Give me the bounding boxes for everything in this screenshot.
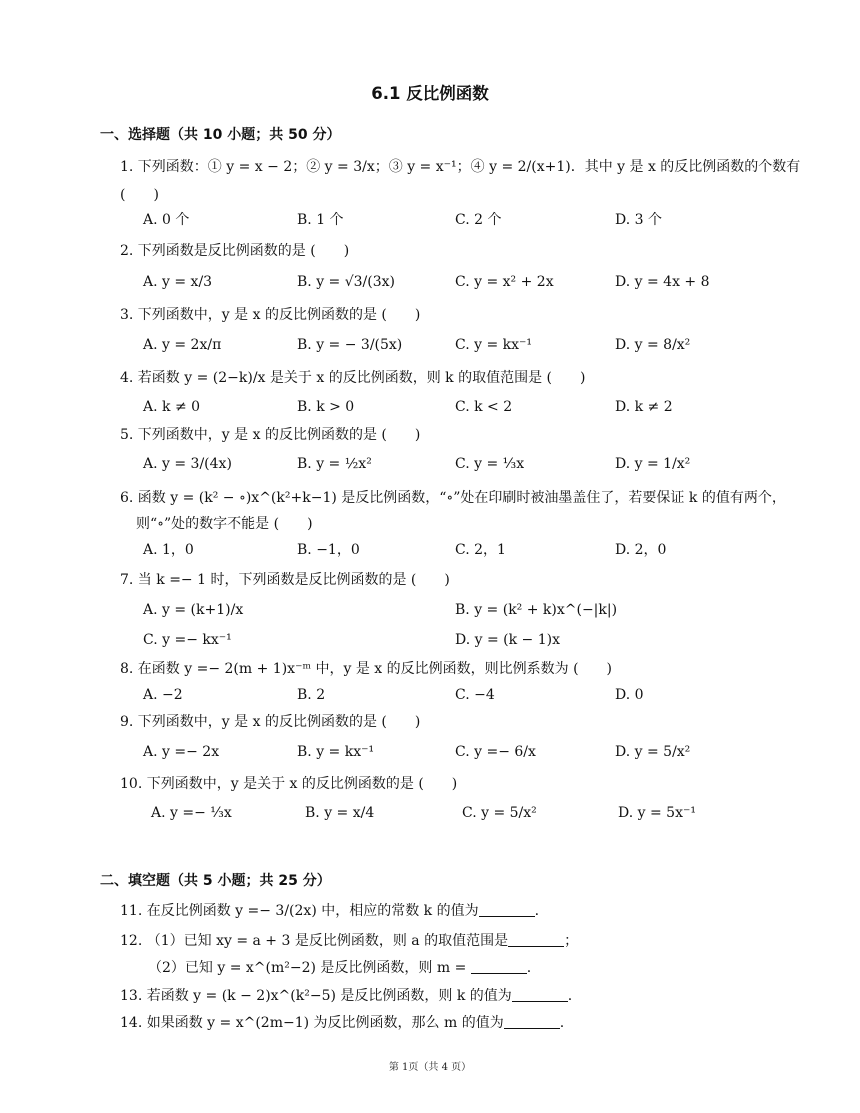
question-1-stem: 1. 下列函数：① y = x − 2；② y = 3/x；③ y = x⁻¹；④ y = 2/(x+1)．其中 y 是 x 的反比例函数的个数有: [120, 159, 801, 175]
fill-question-12-2-end: .: [526, 960, 532, 976]
section-heading-choice: 一、选择题（共 10 小题；共 50 分）: [100, 127, 341, 143]
question-5-stem: 5. 下列函数中，y 是 x 的反比例函数的是 ( ): [120, 427, 421, 443]
question-7-stem: 7. 当 k =− 1 时，下列函数是反比例函数的是 ( ): [120, 572, 450, 588]
fill-question-12-1: [120, 930, 578, 952]
question-6-option-c: C. 2，1: [455, 542, 506, 558]
question-5-option-b: B. y = ½x²: [297, 456, 372, 472]
question-10-option-b: B. y = x/4: [305, 805, 375, 821]
question-4-option-d: D. k ≠ 2: [615, 399, 673, 415]
question-7-option-a: A. y = (k+1)/x: [143, 602, 244, 618]
question-7-option-b: B. y = (k² + k)x^(−|k|): [455, 602, 618, 618]
question-8-option-b: B. 2: [297, 687, 326, 703]
fill-question-11: [120, 900, 539, 922]
fill-question-14-end: .: [559, 1015, 565, 1031]
page-footer: 第 1页（共 4 页）: [388, 1062, 472, 1073]
question-1-option-a: A. 0 个: [143, 212, 190, 228]
question-8-option-d: D. 0: [615, 687, 644, 703]
question-2-stem: 2. 下列函数是反比例函数的是 ( ): [120, 243, 350, 259]
question-7-option-c: C. y =− kx⁻¹: [143, 632, 232, 648]
question-6-stem: 6. 函数 y = (k² − ∘)x^(k²+k−1) 是反比例函数，“∘”处在印刷时被油墨盖住了，若要保证 k 的值有两个，: [120, 490, 786, 506]
fill-question-12-1-text: 12. （1）已知 xy = a + 3 是反比例函数，则 a 的取值范围是: [120, 933, 509, 949]
question-9-option-b: B. y = kx⁻¹: [297, 744, 375, 760]
question-8-option-a: A. −2: [143, 687, 183, 703]
question-3-option-a: A. y = 2x/π: [143, 337, 222, 353]
question-6-option-b: B. −1，0: [297, 542, 360, 558]
question-10-option-c: C. y = 5/x²: [462, 805, 537, 821]
question-4-option-b: B. k > 0: [297, 399, 355, 415]
question-3-option-b: B. y = − 3/(5x): [297, 337, 403, 353]
answer-blank: [508, 932, 564, 947]
section-heading-fill: 二、填空题（共 5 小题；共 25 分）: [100, 873, 331, 889]
question-10-option-d: D. y = 5x⁻¹: [618, 805, 696, 821]
question-9-option-a: A. y =− 2x: [143, 744, 220, 760]
fill-question-13-end: .: [567, 988, 573, 1004]
question-6-option-d: D. 2，0: [615, 542, 667, 558]
question-5-option-d: D. y = 1/x²: [615, 456, 691, 472]
question-6-option-a: A. 1，0: [143, 542, 194, 558]
answer-blank: [512, 987, 568, 1002]
fill-question-11-text: 11. 在反比例函数 y =− 3/(2x) 中，相应的常数 k 的值为: [120, 903, 479, 919]
question-1-option-c: C. 2 个: [455, 212, 502, 228]
question-10-option-a: A. y =− ⅓x: [151, 805, 232, 821]
fill-question-12-1-end: ；: [564, 933, 579, 949]
question-4-option-c: C. k < 2: [455, 399, 513, 415]
question-5-option-a: A. y = 3/(4x): [143, 456, 232, 472]
question-2-option-d: D. y = 4x + 8: [615, 274, 710, 290]
question-7-option-d: D. y = (k − 1)x: [455, 632, 561, 648]
question-9-stem: 9. 下列函数中，y 是 x 的反比例函数的是 ( ): [120, 714, 421, 730]
fill-question-12-2-text: （2）已知 y = x^(m²−2) 是反比例函数，则 m =: [148, 960, 467, 976]
answer-blank: [479, 902, 535, 917]
question-2-option-c: C. y = x² + 2x: [455, 274, 554, 290]
answer-blank: [471, 959, 527, 974]
question-9-option-c: C. y =− 6/x: [455, 744, 536, 760]
fill-question-13: [120, 985, 572, 1007]
question-2-option-a: A. y = x/3: [143, 274, 213, 290]
question-8-stem: 8. 在函数 y =− 2(m + 1)x⁻ᵐ 中，y 是 x 的反比例函数，则比例系数为 ( ): [120, 661, 613, 677]
page-title: 6.1 反比例函数: [371, 84, 489, 103]
question-1-stem-cont: ( ): [120, 187, 159, 203]
question-3-option-d: D. y = 8/x²: [615, 337, 691, 353]
fill-question-14: [120, 1012, 564, 1034]
question-4-stem: 4. 若函数 y = (2−k)/x 是关于 x 的反比例函数，则 k 的取值范围是 ( ): [120, 370, 586, 386]
question-3-stem: 3. 下列函数中，y 是 x 的反比例函数的是 ( ): [120, 307, 421, 323]
question-10-stem: 10. 下列函数中，y 是关于 x 的反比例函数的是 ( ): [120, 776, 458, 792]
fill-question-14-text: 14. 如果函数 y = x^(2m−1) 为反比例函数，那么 m 的值为: [120, 1015, 504, 1031]
question-3-option-c: C. y = kx⁻¹: [455, 337, 533, 353]
question-6-stem-cont: 则“∘”处的数字不能是 ( ): [136, 516, 313, 532]
question-9-option-d: D. y = 5/x²: [615, 744, 691, 760]
question-8-option-c: C. −4: [455, 687, 495, 703]
answer-blank: [504, 1014, 560, 1029]
question-5-option-c: C. y = ⅓x: [455, 456, 525, 472]
question-1-option-d: D. 3 个: [615, 212, 662, 228]
fill-question-13-text: 13. 若函数 y = (k − 2)x^(k²−5) 是反比例函数，则 k 的值为: [120, 988, 512, 1004]
question-4-option-a: A. k ≠ 0: [143, 399, 201, 415]
fill-question-12-2: [148, 957, 531, 979]
fill-question-11-end: .: [534, 903, 540, 919]
question-1-option-b: B. 1 个: [297, 212, 344, 228]
question-2-option-b: B. y = √3/(3x): [297, 274, 395, 290]
